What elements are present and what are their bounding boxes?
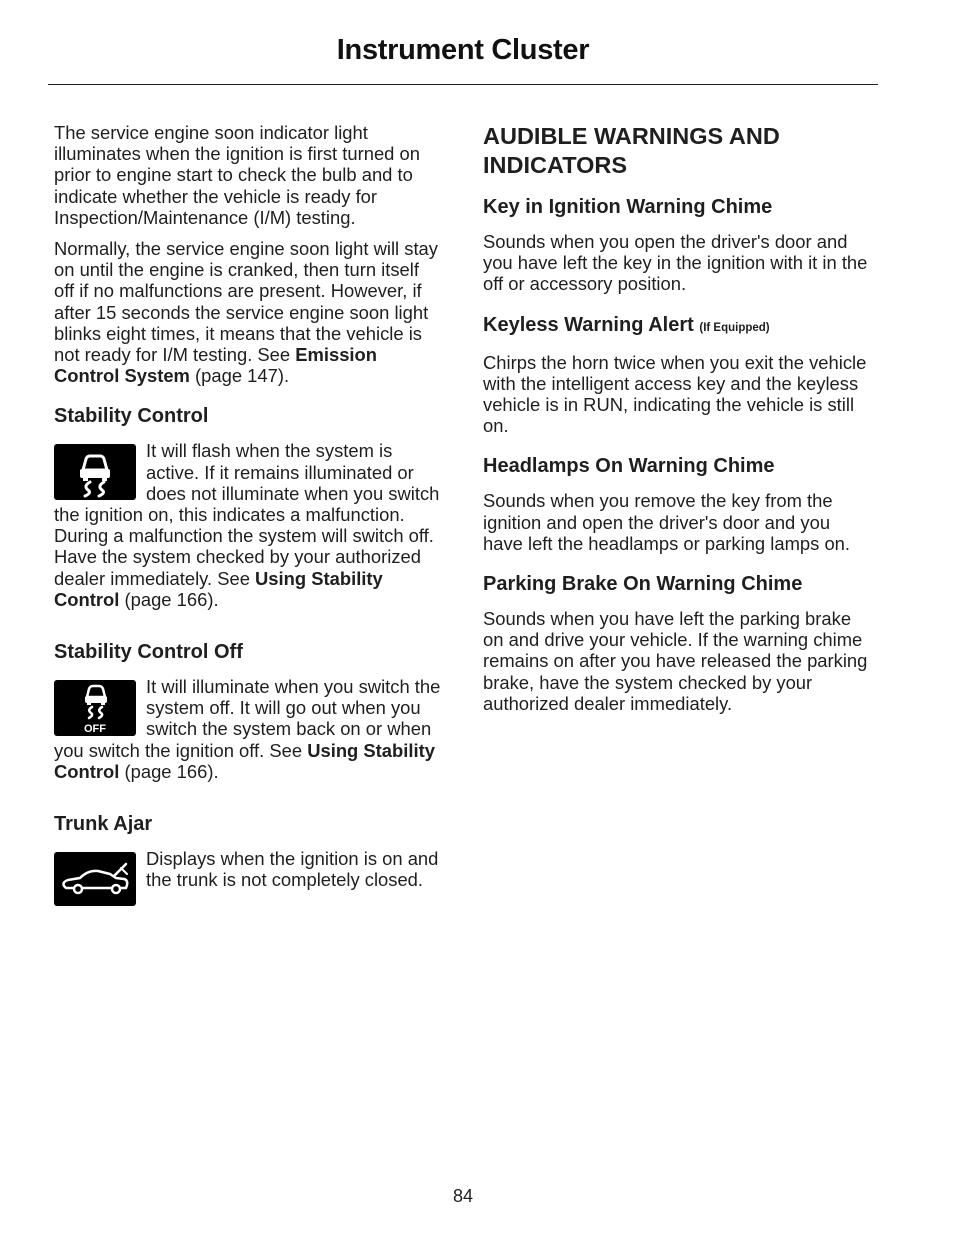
- section-body: Sounds when you have left the parking brake on and drive your vehicle. If the warning chime remains on after you have released the parking brake, have the system checked by your authorized dealer immediately.: [483, 608, 868, 714]
- emission-control-link[interactable]: Emission Control System: [54, 344, 378, 387]
- section-body: Chirps the horn twice when you exit the vehicle with the intelligent access key and the keyless vehicle is in RUN, indicating the vehicle is still on.: [483, 351, 867, 437]
- if-equipped-tag: (If Equipped): [699, 321, 770, 334]
- intro-paragraph-2: Normally, the service engine soon light will stay on until the engine is cranked, then turn itself off if no malfunctions are present. However, if after 15 seconds the service engine soon light blinks eight times, it means that the vehicle is not ready for I/M testing. See Emission Control System (page 147).: [54, 238, 438, 387]
- intro-paragraph-1: The service engine soon indicator light illuminates when the ignition is first turned on prior to engine start to check the bulb and to indicate whether the vehicle is ready for Inspection/Maintenance (I/M) testing.: [54, 122, 420, 228]
- right-column: [483, 122, 875, 724]
- trunk-ajar-heading: Trunk Ajar: [54, 813, 153, 836]
- stability-control-paragraph: It will flash when the system is active. If it remains illuminated or does not illuminate when you switch the ignition on, this indicates a malfunction. During a malfunction the system will switch off. Have the system checked by your authorized dealer immediately. See Using Stability Control (page 166).: [54, 440, 440, 610]
- stability-control-off-heading: Stability Control Off: [54, 641, 243, 664]
- section-heading: Keyless Warning Alert (If Equipped): [483, 313, 770, 336]
- using-stability-control-link-2[interactable]: Using Stability Control: [54, 739, 435, 782]
- off-label: OFF: [84, 723, 106, 736]
- page-number: 84: [452, 1186, 474, 1206]
- section-heading: Headlamps On Warning Chime: [483, 455, 775, 478]
- trunk-ajar-paragraph: Displays when the ignition is on and the trunk is not completely closed.: [54, 848, 444, 890]
- using-stability-control-link[interactable]: Using Stability Control: [54, 567, 383, 610]
- stability-control-off-icon: [54, 680, 136, 736]
- trunk-ajar-icon: [54, 852, 136, 906]
- section-body: Sounds when you remove the key from the ignition and open the driver's door and you have left the headlamps or parking lamps on.: [483, 490, 851, 554]
- stability-control-heading: Stability Control: [54, 405, 209, 428]
- section-body: Sounds when you open the driver's door and you have left the key in the ignition with it in the off or accessory position.: [483, 231, 868, 295]
- section-heading: Key in Ignition Warning Chime: [483, 196, 773, 218]
- audible-warnings-heading: AUDIBLE WARNINGS AND INDICATORS: [483, 123, 780, 178]
- stability-control-off-paragraph: OFF It will illuminate when you switch the system off. It will go out when you switch the system back on or when you switch the ignition off. See Using Stability Control (page 166).: [54, 676, 441, 782]
- page-title: Instrument Cluster: [336, 34, 590, 66]
- left-column: [54, 122, 444, 908]
- section-heading: Parking Brake On Warning Chime: [483, 573, 803, 596]
- header-divider: [48, 84, 878, 85]
- stability-control-icon: [54, 444, 136, 500]
